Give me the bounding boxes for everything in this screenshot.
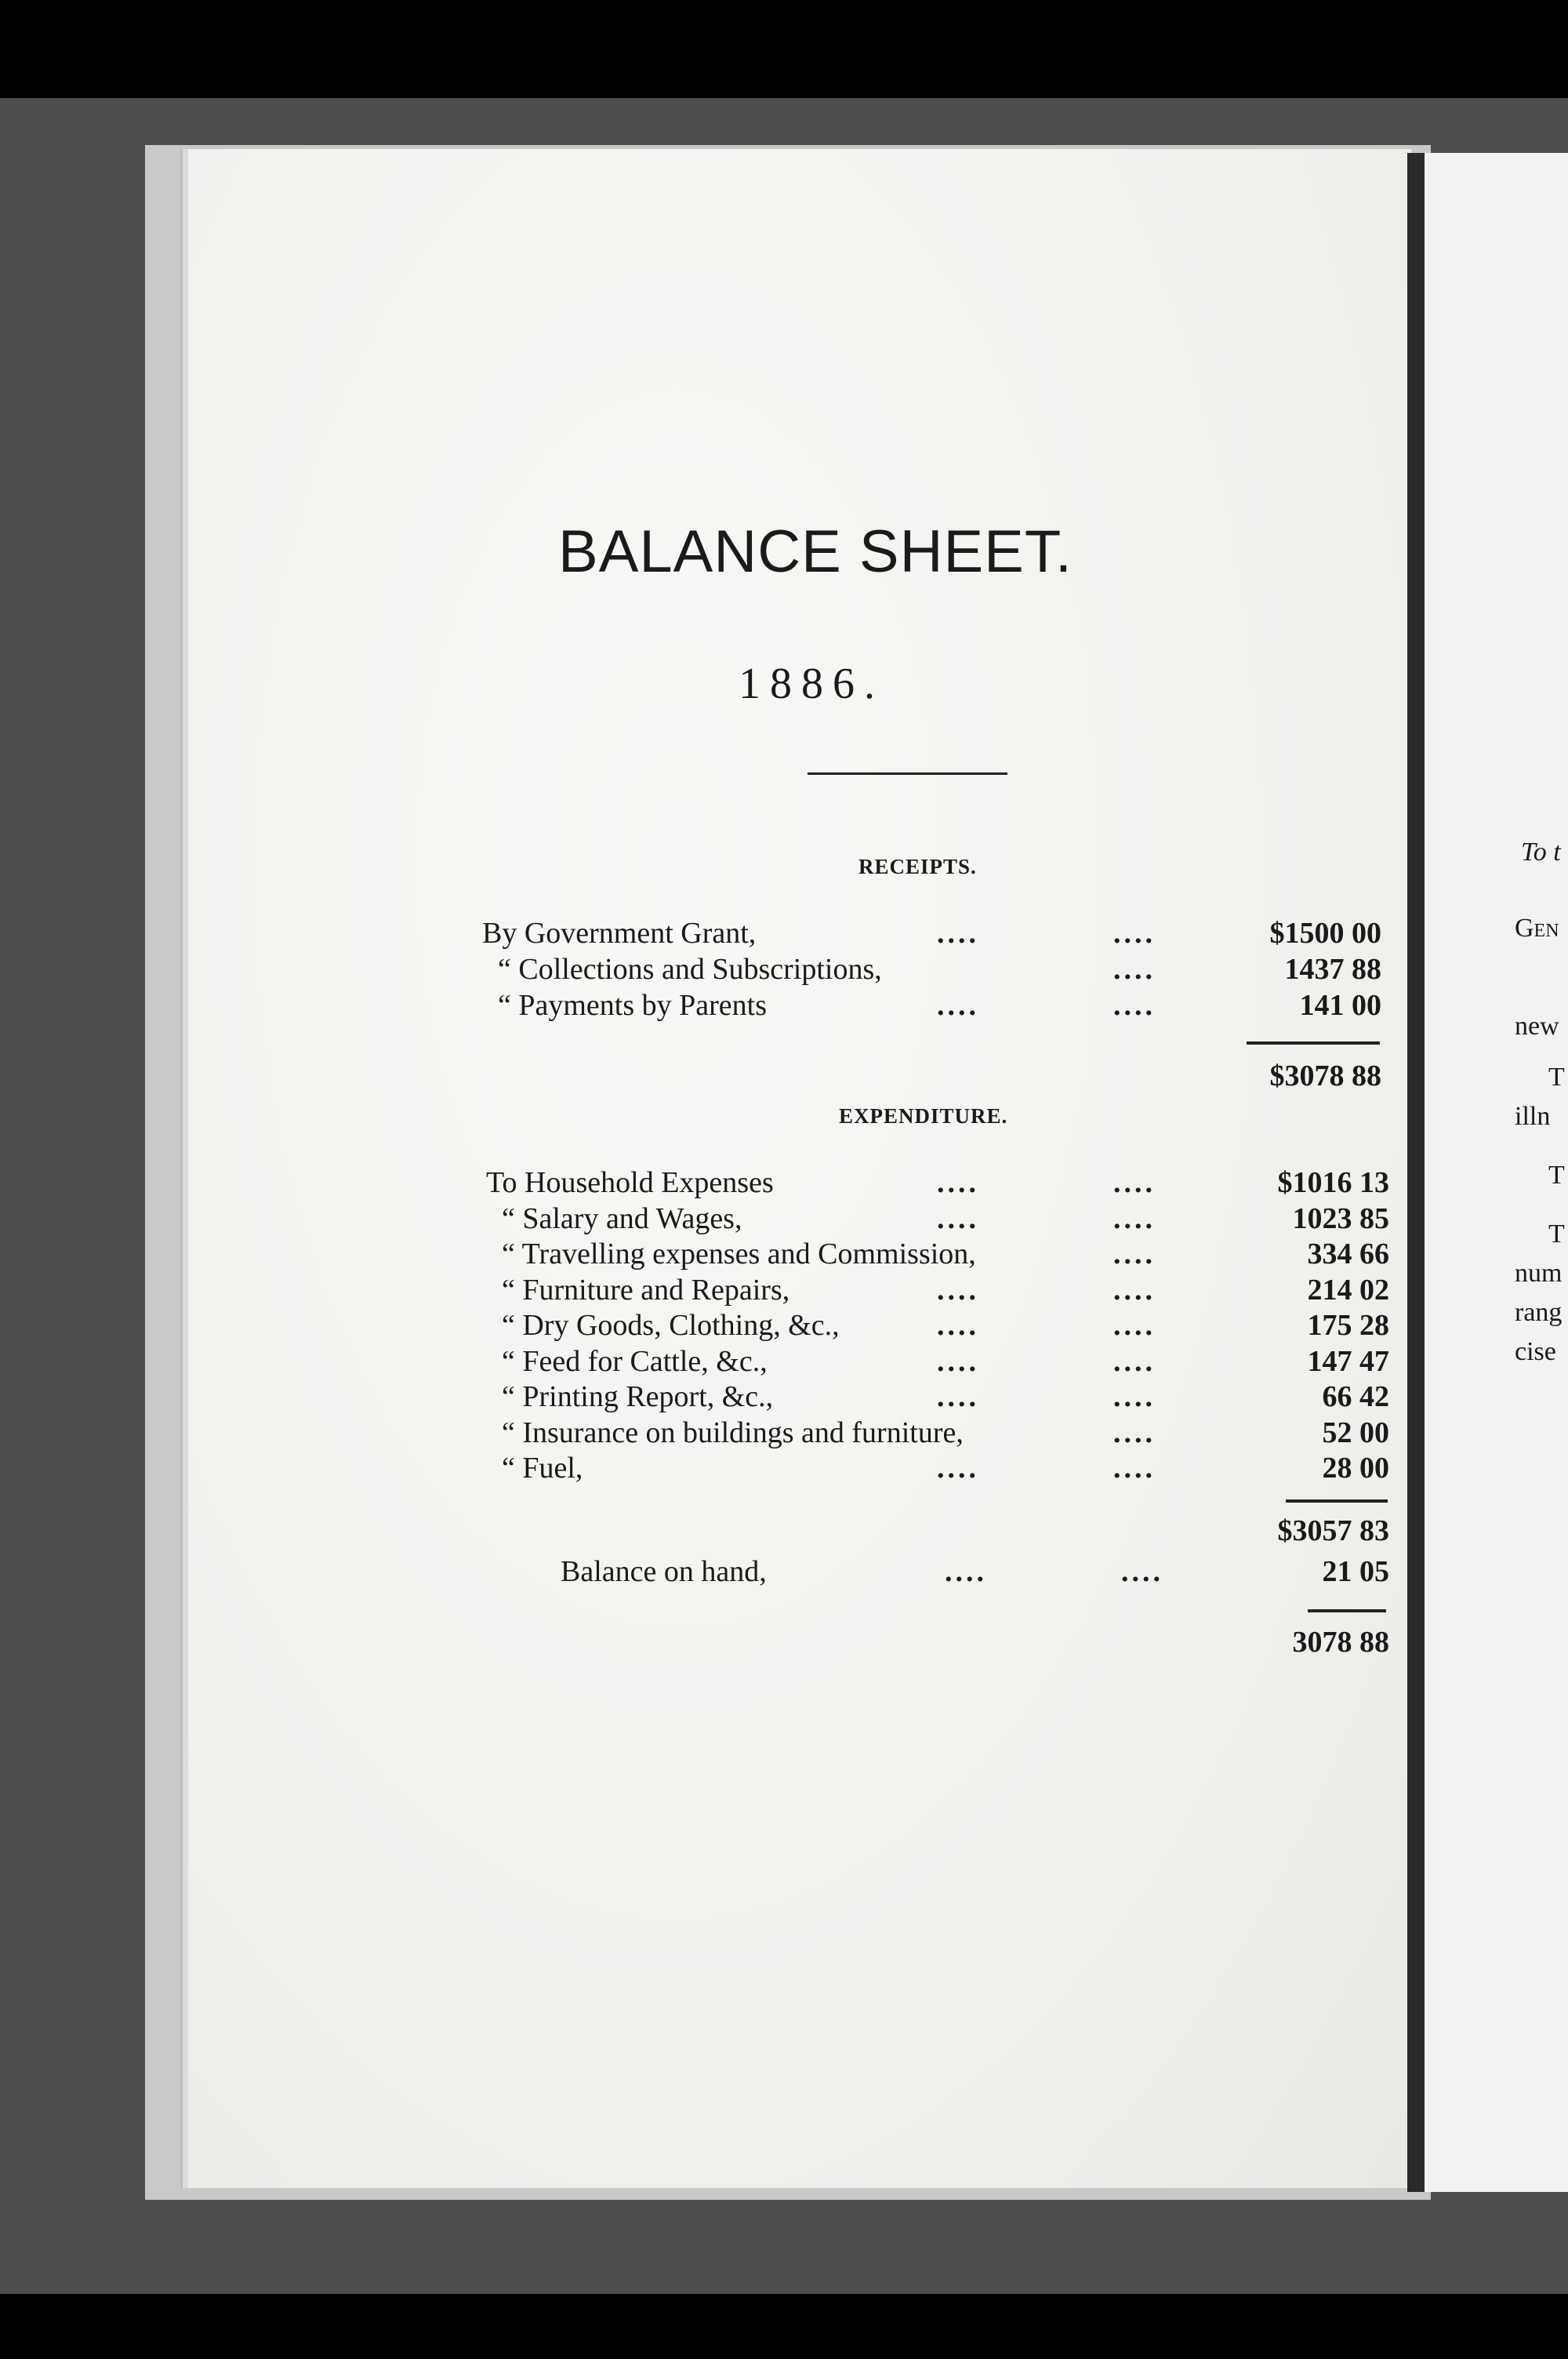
table-row <box>0 1237 1411 1273</box>
leader-dots: .... <box>945 1555 987 1588</box>
leader-dots: .... <box>937 989 979 1022</box>
line-item-label: To Household Expenses <box>486 1166 774 1199</box>
grand-total-row <box>0 1625 1411 1661</box>
table-row <box>0 1451 1411 1487</box>
table-row <box>0 1165 1411 1201</box>
line-item-label: By Government Grant, <box>482 917 757 950</box>
line-item-amount: 334 66 <box>1307 1238 1389 1270</box>
table-row <box>0 1201 1411 1238</box>
line-item-amount: 52 00 <box>1322 1416 1389 1449</box>
facing-page <box>1425 153 1568 2192</box>
line-item-label: “ Collections and Subscriptions, <box>498 953 882 986</box>
line-item-amount: 1437 88 <box>1284 953 1381 986</box>
leader-dots: .... <box>1113 1452 1156 1485</box>
table-row <box>0 1416 1411 1452</box>
leader-dots: .... <box>1113 1309 1156 1342</box>
leader-dots: .... <box>937 917 979 950</box>
line-item-label: “ Payments by Parents <box>498 989 768 1022</box>
leader-dots: .... <box>937 1452 979 1485</box>
facing-line: rang <box>1515 1298 1563 1327</box>
leader-dots: .... <box>937 1273 979 1307</box>
line-item-label: “ Feed for Cattle, &c., <box>502 1344 768 1378</box>
line-item-amount: 28 00 <box>1322 1452 1389 1485</box>
expenditure-total-row <box>0 1514 1411 1550</box>
balance-label: Balance on hand, <box>561 1555 767 1588</box>
table-row <box>0 1308 1411 1344</box>
line-item-label: “ Insurance on buildings and furniture, <box>502 1416 964 1449</box>
table-row <box>0 1273 1411 1309</box>
line-item-amount: 66 42 <box>1322 1380 1389 1413</box>
line-item-amount: 214 02 <box>1307 1273 1389 1307</box>
leader-dots: .... <box>1113 989 1156 1022</box>
line-item-label: “ Dry Goods, Clothing, &c., <box>502 1309 840 1342</box>
receipts-total: $3078 88 <box>1269 1060 1381 1092</box>
balance-sum-line <box>1308 1609 1386 1612</box>
facing-line: T <box>1548 1219 1565 1249</box>
leader-dots: .... <box>1113 1273 1156 1307</box>
table-row <box>0 1344 1411 1380</box>
line-item-amount: $1500 00 <box>1269 917 1381 950</box>
leader-dots: .... <box>1113 953 1156 986</box>
expenditure-heading: EXPENDITURE. <box>839 1104 1008 1128</box>
facing-line: cise <box>1515 1337 1556 1366</box>
page-title: BALANCE SHEET. <box>558 518 1073 585</box>
grand-total: 3078 88 <box>1292 1626 1389 1659</box>
balance-amount: 21 05 <box>1322 1555 1389 1588</box>
line-item-amount: 1023 85 <box>1292 1201 1389 1235</box>
table-row <box>0 1379 1411 1416</box>
divider-rule <box>808 772 1007 775</box>
receipts-total-row <box>0 1059 1411 1095</box>
table-row <box>0 916 1411 952</box>
facing-line: T <box>1548 1063 1565 1092</box>
leader-dots: .... <box>1113 1238 1156 1270</box>
line-item-label: “ Fuel, <box>502 1452 583 1485</box>
leader-dots: .... <box>937 1344 979 1378</box>
line-item-label: “ Furniture and Repairs, <box>502 1273 790 1307</box>
leader-dots: .... <box>1113 1166 1156 1199</box>
line-item-label: “ Printing Report, &c., <box>502 1380 774 1413</box>
line-item-label: “ Salary and Wages, <box>502 1201 742 1235</box>
line-item-amount: $1016 13 <box>1277 1166 1389 1199</box>
table-row <box>0 952 1411 988</box>
facing-line: Gen <box>1515 914 1559 943</box>
leader-dots: .... <box>1113 1344 1156 1378</box>
expenditure-total: $3057 83 <box>1277 1514 1389 1547</box>
leader-dots: .... <box>937 1380 979 1413</box>
facing-line: illn <box>1515 1102 1551 1131</box>
receipts-heading: RECEIPTS. <box>858 855 977 878</box>
expenditure-sum-line <box>1286 1499 1388 1503</box>
line-item-amount: 141 00 <box>1299 989 1381 1022</box>
table-row <box>0 988 1411 1024</box>
leader-dots: .... <box>937 1201 979 1235</box>
leader-dots: .... <box>1113 1416 1156 1449</box>
facing-line: num <box>1515 1259 1563 1288</box>
facing-line: T <box>1548 1161 1565 1190</box>
facing-line: To t <box>1521 838 1561 867</box>
line-item-amount: 147 47 <box>1307 1344 1389 1378</box>
receipts-sum-line <box>1247 1041 1380 1045</box>
line-item-amount: 175 28 <box>1307 1309 1389 1342</box>
balance-row <box>0 1554 1411 1590</box>
year-heading: 1886. <box>739 660 884 708</box>
line-item-label: “ Travelling expenses and Commission, <box>502 1238 976 1270</box>
facing-line: new <box>1515 1012 1559 1041</box>
leader-dots: .... <box>1113 917 1156 950</box>
leader-dots: .... <box>937 1309 979 1342</box>
leader-dots: .... <box>1113 1201 1156 1235</box>
leader-dots: .... <box>937 1166 979 1199</box>
leader-dots: .... <box>1113 1380 1156 1413</box>
leader-dots: .... <box>1121 1555 1163 1588</box>
